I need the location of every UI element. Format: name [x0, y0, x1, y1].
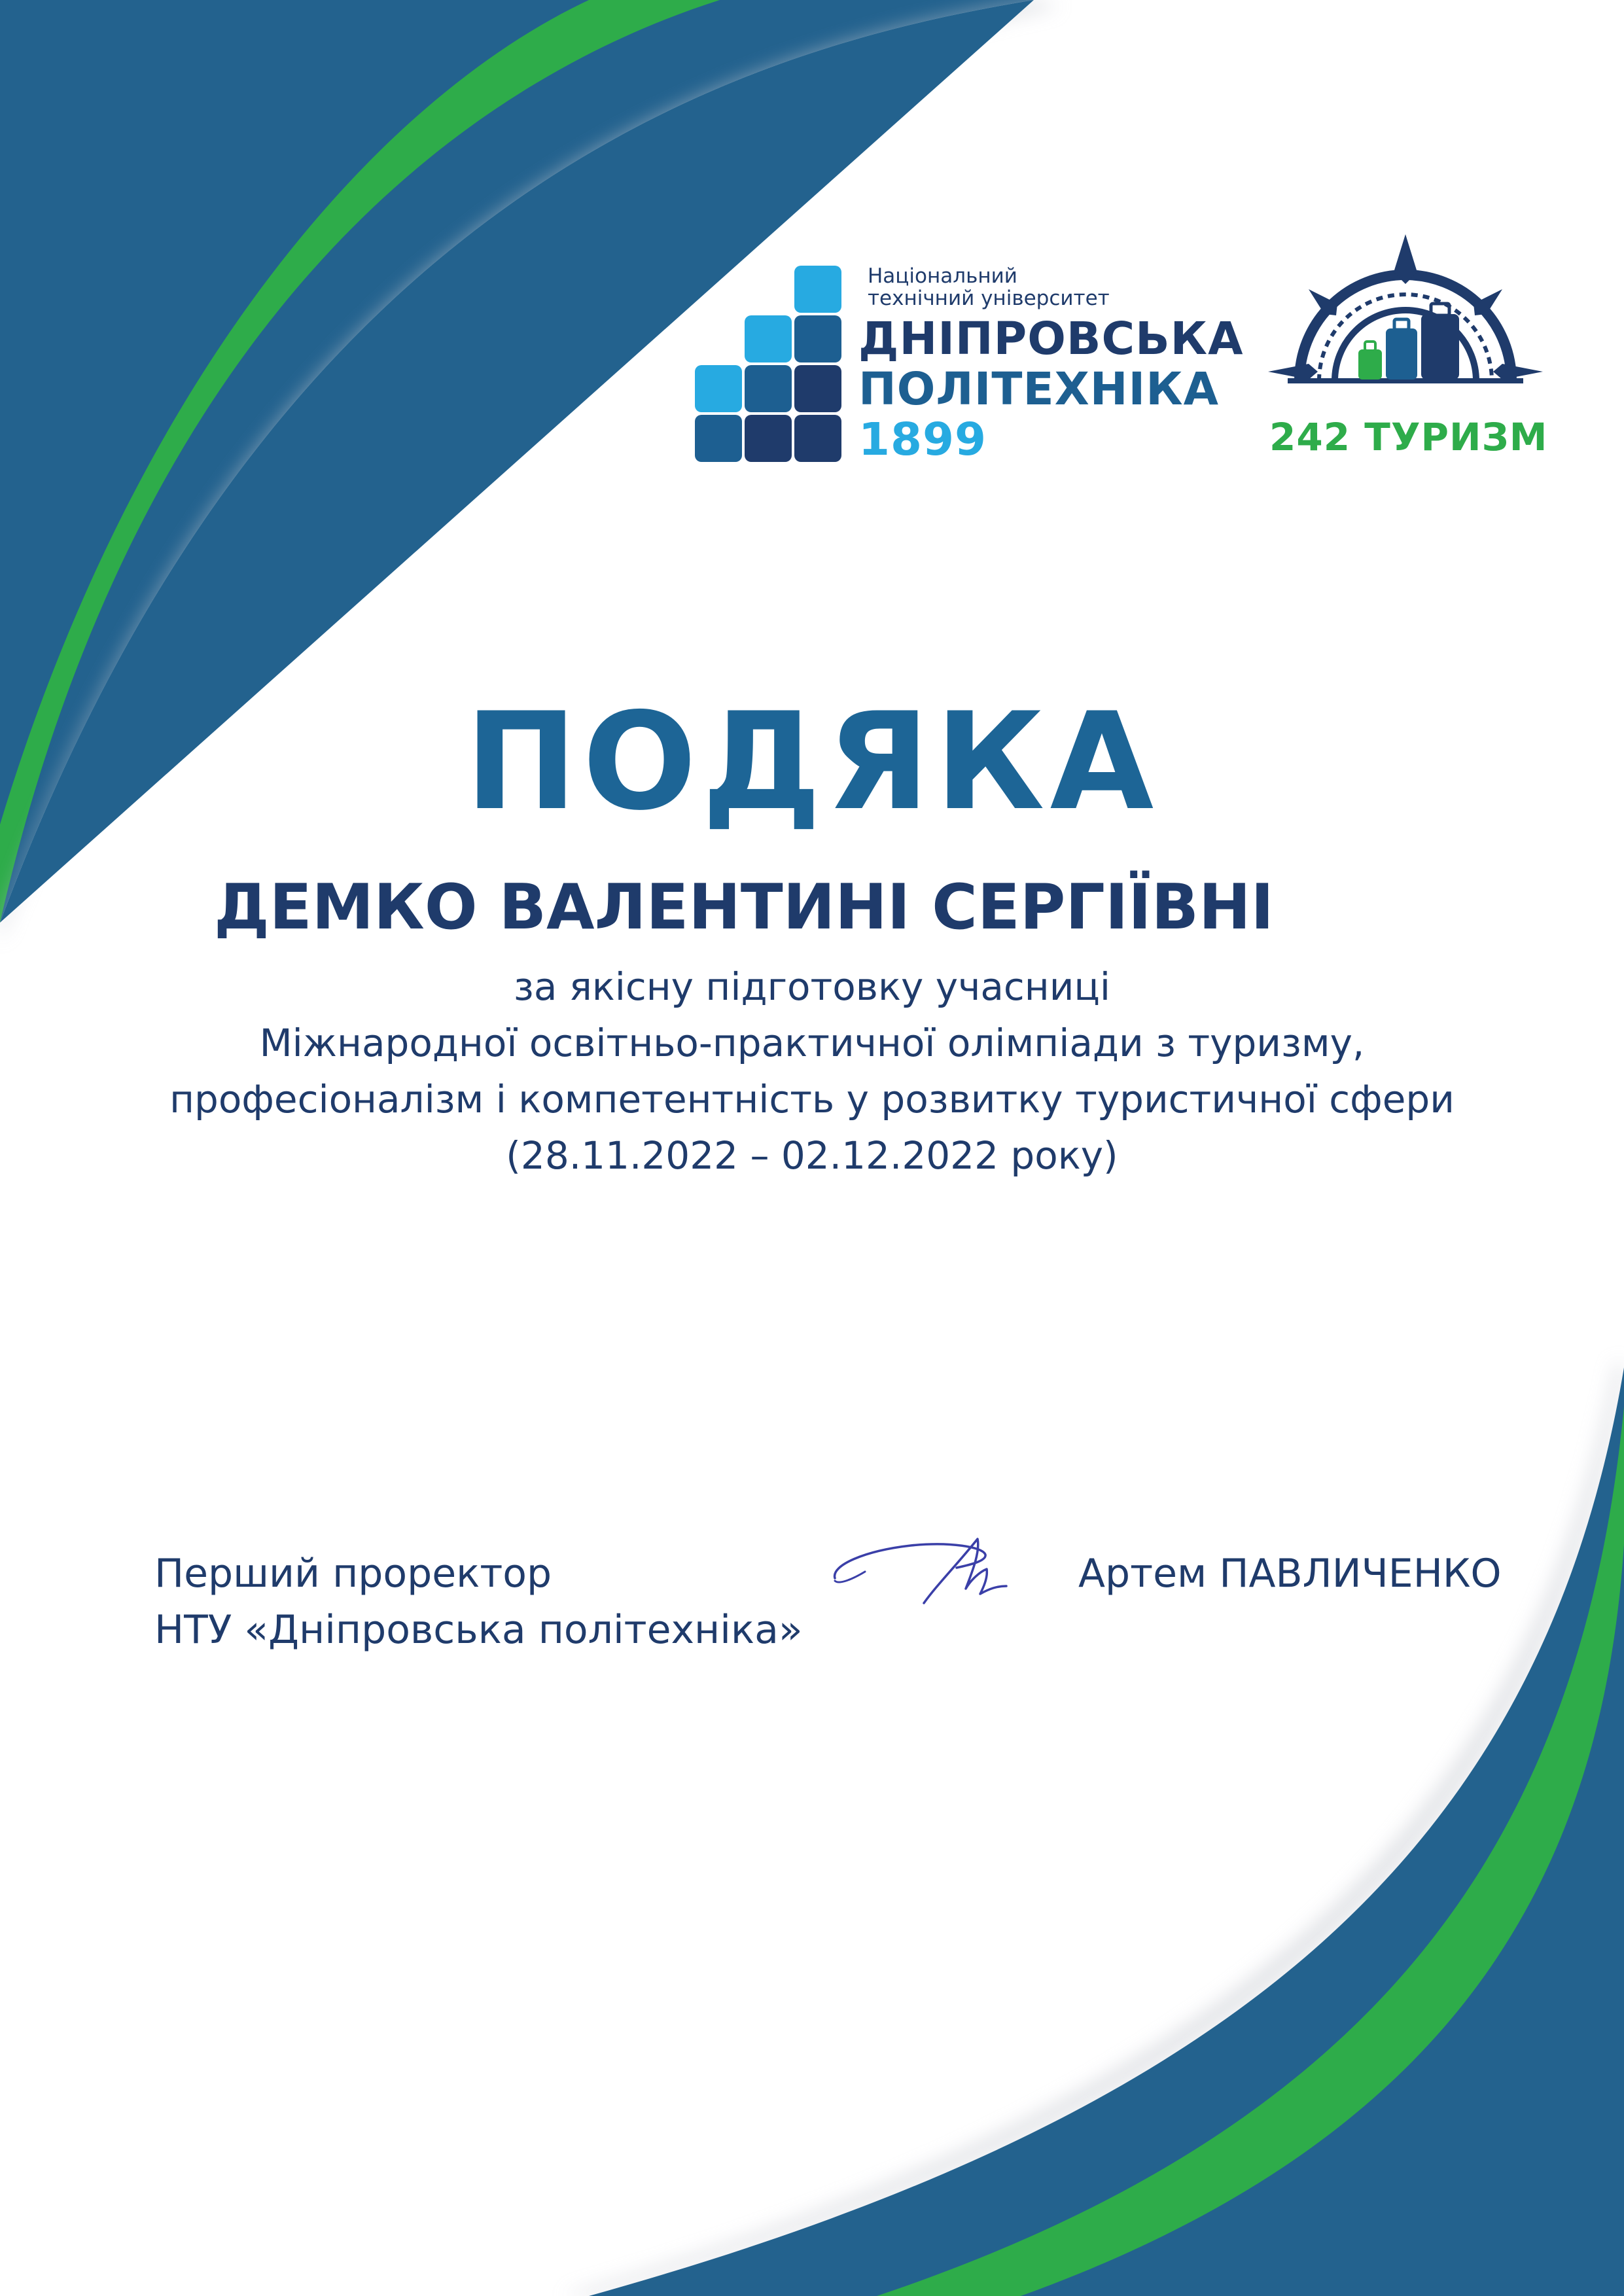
certificate-title: ПОДЯКА	[465, 684, 1159, 840]
bottom-right-wave-blue	[589, 1368, 1624, 2296]
university-blocks-icon	[692, 263, 849, 472]
signatory-role	[154, 1545, 803, 1658]
university-logo	[692, 263, 1244, 472]
compass-suitcases-icon	[1262, 230, 1549, 420]
tourism-logo	[1262, 230, 1549, 466]
university-type-line1: Національний	[868, 264, 1017, 288]
university-name-line2: ПОЛІТЕХНІКА	[858, 363, 1220, 415]
handwritten-signature	[826, 1526, 1022, 1617]
certificate-body	[0, 959, 1624, 1184]
body-line-2: Міжнародної освітньо-практичної олімпіади з туризму,	[259, 1021, 1365, 1065]
body-line-4: (28.11.2022 – 02.12.2022 року)	[506, 1133, 1118, 1178]
signatory-role-line2: НТУ «Дніпровська політехніка»	[154, 1607, 803, 1653]
university-type-line2: технічний університет	[868, 287, 1110, 310]
university-name-line1: ДНІПРОВСЬКА	[858, 313, 1244, 365]
signatory-role-line1: Перший проректор	[154, 1551, 552, 1597]
body-line-1: за якісну підготовку учасниці	[514, 964, 1110, 1009]
recipient-name: ДЕМКО ВАЛЕНТИНІ СЕРГІЇВНІ	[214, 872, 1274, 944]
body-line-3: професіоналізм і компетентність у розвитку туристичної сфери	[169, 1077, 1455, 1122]
tourism-logo-text: 242 ТУРИЗМ	[1269, 415, 1548, 459]
signatory-name: Артем ПАВЛИЧЕНКО	[1078, 1551, 1502, 1597]
university-year: 1899	[858, 414, 987, 466]
